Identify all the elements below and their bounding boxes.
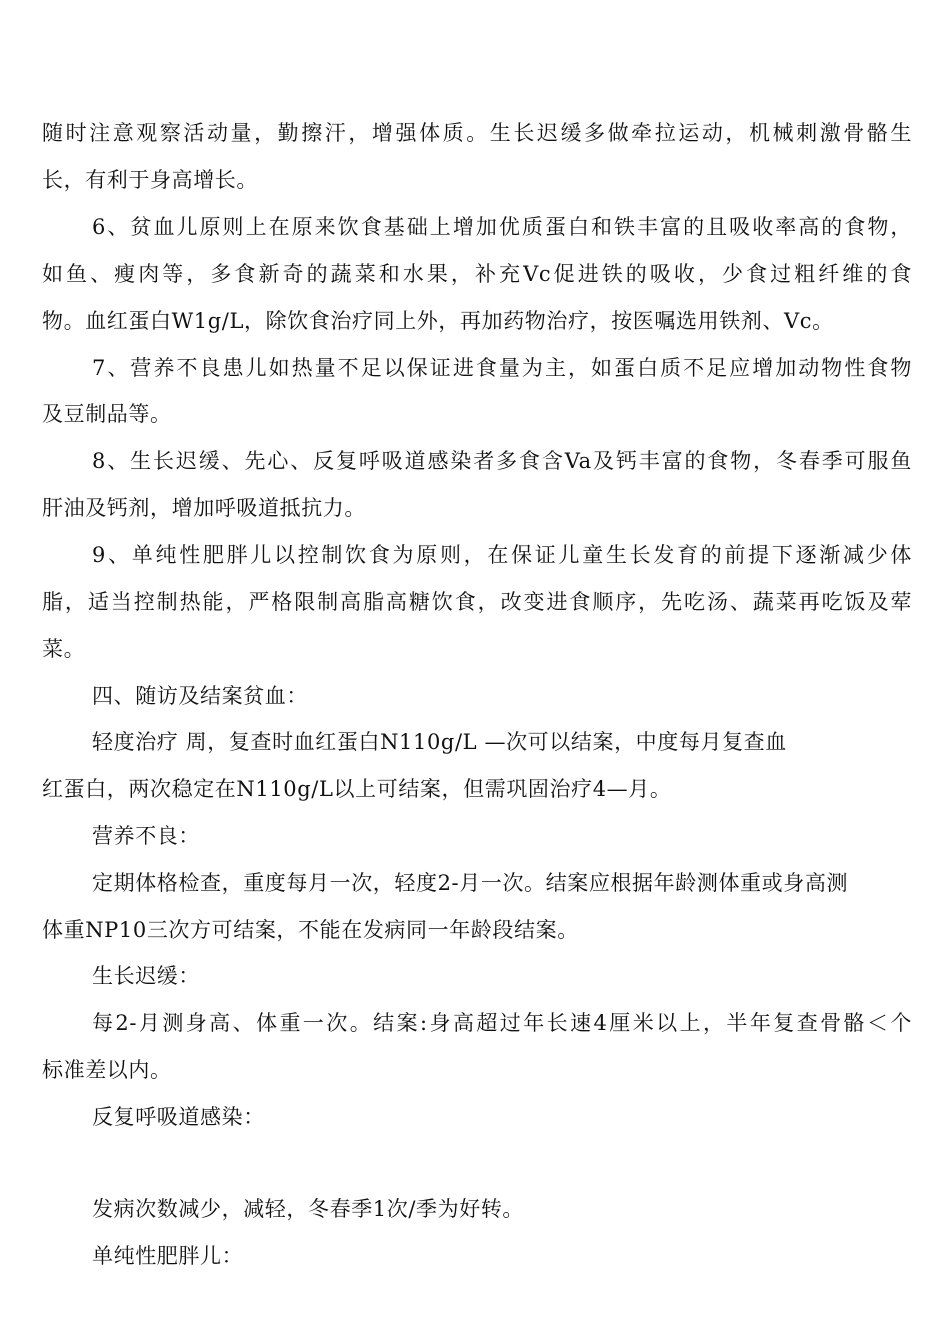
- section-heading: 四、随访及结案贫血：: [92, 684, 308, 708]
- subsection-heading: 单纯性肥胖儿：: [92, 1244, 244, 1268]
- text-line: 肝油及钙剂，增加呼吸道抵抗力。: [42, 496, 366, 520]
- text-line: 菜。: [42, 637, 86, 661]
- text-line: 标准差以内。: [42, 1058, 172, 1082]
- text-line: 及豆制品等。: [42, 402, 172, 426]
- text-line: 7、营养不良患儿如热量不足以保证进食量为主，如蛋白质不足应增加动物性食物: [92, 356, 912, 380]
- text-line: 每2-月测身高、体重一次。结案:身高超过年长速4厘米以上，半年复查骨骼＜个: [92, 1011, 912, 1035]
- text-line: 红蛋白，两次稳定在N110g/L以上可结案，但需巩固治疗4—月。: [42, 777, 672, 801]
- text-line: 发病次数减少，减轻，冬春季1次/季为好转。: [92, 1197, 525, 1221]
- text-line: 轻度治疗 周，复查时血红蛋白N110g/L —次可以结案，中度每月复查血: [92, 730, 787, 754]
- text-line: 体重NP10三次方可结案，不能在发病同一年龄段结案。: [42, 918, 579, 942]
- text-line: 8、生长迟缓、先心、反复呼吸道感染者多食含Va及钙丰富的食物，冬春季可服鱼: [92, 449, 912, 473]
- text-line: 如鱼、瘦肉等，多食新奇的蔬菜和水果，补充Vc促进铁的吸收，少食过粗纤维的食: [42, 262, 912, 286]
- text-line: 长，有利于身高增长。: [42, 168, 258, 192]
- subsection-heading: 反复呼吸道感染：: [92, 1105, 265, 1129]
- text-line: 物。血红蛋白W1g/L，除饮食治疗同上外，再加药物治疗，按医嘱选用铁剂、Vc。: [42, 309, 834, 333]
- text-line: 9、单纯性肥胖儿以控制饮食为原则，在保证儿童生长发育的前提下逐渐减少体: [92, 543, 912, 567]
- text-line: 随时注意观察活动量，勤擦汗，增强体质。生长迟缓多做牵拉运动，机械刺激骨骼生: [42, 121, 912, 145]
- text-line: 6、贫血儿原则上在原来饮食基础上增加优质蛋白和铁丰富的且吸收率高的食物，: [92, 215, 912, 239]
- text-line: 定期体格检查，重度每月一次，轻度2-月一次。结案应根据年龄测体重或身高测: [92, 871, 849, 895]
- text-line: 脂，适当控制热能，严格限制高脂高糖饮食，改变进食顺序，先吃汤、蔬菜再吃饭及荤: [42, 590, 912, 614]
- subsection-heading: 生长迟缓：: [92, 964, 200, 988]
- subsection-heading: 营养不良：: [92, 824, 200, 848]
